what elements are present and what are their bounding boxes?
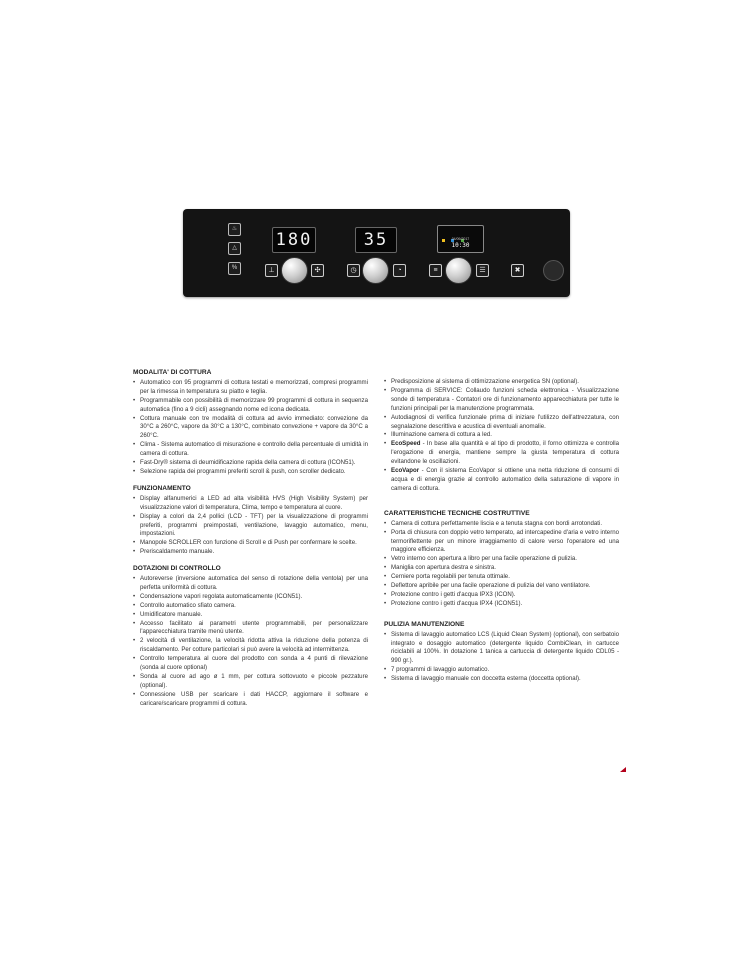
fan-icon[interactable]: △ [228,242,241,255]
tft-date: 04/09/2017 [451,237,470,241]
scroller-knob[interactable] [445,257,472,284]
list-item: • Programma di SERVICE: Collaudo funzioni scheda elettronica - Visualizzazione sonde di temperatura - Contatori ore di funzionamento apparecchiatura per tutte le funzioni principali per la manutenzione programmata. [384,387,619,414]
list-item: • Predisposizione al sistema di ottimizzazione energetica SN (optional). [384,378,619,387]
list-item: • Condensazione vapori regolata automaticamente (ICON51). [133,593,368,602]
list-item: • Protezione contro i getti d'acqua IPX4 (ICON51). [384,600,619,609]
temperature-knob[interactable] [281,257,308,284]
feature-list [133,575,368,709]
section-heading: PULIZIA MANUTENZIONE [384,620,465,628]
list-item: • Connessione USB per scaricare i dati HACCP, aggiornare il software e caricare/scaricare programmi di cottura. [133,691,368,709]
steam-icon[interactable]: ♨ [228,223,241,236]
program-icon[interactable]: ☰ [476,264,489,277]
feature-list [133,495,368,557]
temperature-icon[interactable]: ◔ [393,264,406,277]
list-item: • Camera di cottura perfettamente liscia e a tenuta stagna con bordi arrotondati. [384,520,619,529]
feature-list [133,379,368,477]
power-icon[interactable] [543,260,564,281]
list-item: • Umidificatore manuale. [133,611,368,620]
time-knob[interactable] [362,257,389,284]
wash-icon[interactable]: ✖ [511,264,524,277]
temperature-display: 180 [272,227,316,253]
section-heading: MODALITA' DI COTTURA [133,369,212,376]
list-item: • Maniglia con apertura destra e sinistra. [384,564,619,573]
list-item: • 2 velocità di ventilazione, la velocità ridotta attiva la riduzione della potenza di riscaldamento. Per cotture particolari si può avere la velocità ad intermittenza. [133,637,368,655]
list-item: • Display a colori da 2,4 pollici (LCD - TFT) per la visualizzazione di programmi preferiti, programmi preimpostati, ventilazione, lavaggio automatico, menu, impostazioni. [133,513,368,540]
probe-icon[interactable]: ⊥ [265,264,278,277]
list-item: • Deflettore apribile per una facile operazione di pulizia del vano ventilatore. [384,582,619,591]
list-item: • Illuminazione camera di cottura a led. [384,431,619,440]
left-column [133,369,368,717]
timer-icon[interactable]: ◷ [347,264,360,277]
list-item: • Selezione rapida dei programmi preferiti scroll & push, con scroller dedicato. [133,468,368,477]
time-display: 35 [355,227,397,253]
tft-status-bar [442,229,478,232]
list-item: • EcoVapor - Con il sistema EcoVapor si ottiene una netta riduzione di consumi di acqua e di energia grazie al controllo automatico della saturazione di vapore in camera di cottura. [384,467,619,494]
section-heading: DOTAZIONI DI CONTROLLO [133,565,221,573]
list-item: • Manopole SCROLLER con funzione di Scroll e di Push per confermare le scelte. [133,539,368,548]
list-item: • Autoreverse (inversione automatica del senso di rotazione della ventola) per una perfetta uniformità di cottura. [133,575,368,593]
right-column [384,378,619,692]
list-item: • Controllo automatico sfiato camera. [133,602,368,611]
list-item: • Sonda al cuore ad ago ø 1 mm, per cottura sottovuoto e piccole pezzature (optional). [133,673,368,691]
list-item: • Autodiagnosi di verifica funzionale prima di iniziare l'utilizzo dell'attrezzatura, con segnalazione descrittiva e acustica di eventuali anomalie. [384,414,619,432]
list-item: • Porta di chiusura con doppio vetro temperato, ad intercapedine d'aria e vetro interno termoriflettente per un minore irraggiamento di calore verso l'operatore ed una maggiore efficienza. [384,529,619,556]
tft-time: 10:30 [451,242,470,249]
list-item: • Sistema di lavaggio automatico LCS (Liquid Clean System) (optional), con serbatoio integrato e dosaggio automatico (detergente liquido CombiClean, in cartucce riciclabili al 100%. In dotazione 1 tanica a cartuccia di detergente liquido CDL05 - 990 gr.). [384,631,619,667]
list-item: • Programmabile con possibilità di memorizzare 99 programmi di cottura in sequenza automatica (fino a 9 cicli) assegnando nome ed icona dedicata. [133,397,368,415]
list-item: • Vetro interno con apertura a libro per una facile operazione di pulizia. [384,555,619,564]
list-item: • Accesso facilitato ai parametri utente programmabili, per personalizzare l'apparecchiatura tramite menù utente. [133,620,368,638]
corner-mark [620,767,626,772]
list-item: • 7 programmi di lavaggio automatico. [384,666,619,675]
section-heading: CARATTERISTICHE TECNICHE COSTRUTTIVE [384,509,530,517]
feature-list [384,631,619,684]
list-item: • Clima - Sistema automatico di misurazione e controllo della percentuale di umidità in camera di cottura. [133,441,368,459]
section-heading: FUNZIONAMENTO [133,484,191,492]
list-item: • Automatico con 95 programmi di cottura testati e memorizzati, compresi programmi per la rimessa in temperatura su piatto e teglia. [133,379,368,397]
list-item: • Preriscaldamento manuale. [133,548,368,557]
list-item: • Sistema di lavaggio manuale con doccetta esterna (doccetta optional). [384,675,619,684]
feature-list [384,520,619,609]
list-item: • Cerniere porta regolabili per tenuta ottimale. [384,573,619,582]
feature-list [384,378,619,494]
list-item: • Protezione contro i getti d'acqua IPX3 (ICON). [384,591,619,600]
menu-icon[interactable]: ≡ [429,264,442,277]
list-item: • EcoSpeed - In base alla quantità e al tipo di prodotto, il forno ottimizza e controlla l'erogazione di energia, mantiene sempre la giusta temperatura di cottura evitandone le oscillazioni. [384,440,619,467]
tft-display [437,225,484,253]
humidity-icon[interactable]: % [228,262,241,275]
list-item: • Controllo temperatura al cuore del prodotto con sonda a 4 punti di rilevazione (sonda al cuore optional) [133,655,368,673]
list-item: • Cottura manuale con tre modalità di cottura ad avvio immediato: convezione da 30°C a 260°C, vapore da 30°C a 130°C, combinato convezione + vapore da 30°C a 260°C. [133,415,368,442]
fan-mode-icon[interactable]: ✣ [311,264,324,277]
list-item: • Display alfanumerici a LED ad alta visibilità HVS (High Visibility System) per visualizzazione valori di temperatura, Clima, tempo e temperatura al cuore. [133,495,368,513]
list-item: • Fast-Dry® sistema di deumidificazione rapida della camera di cottura (ICON51). [133,459,368,468]
